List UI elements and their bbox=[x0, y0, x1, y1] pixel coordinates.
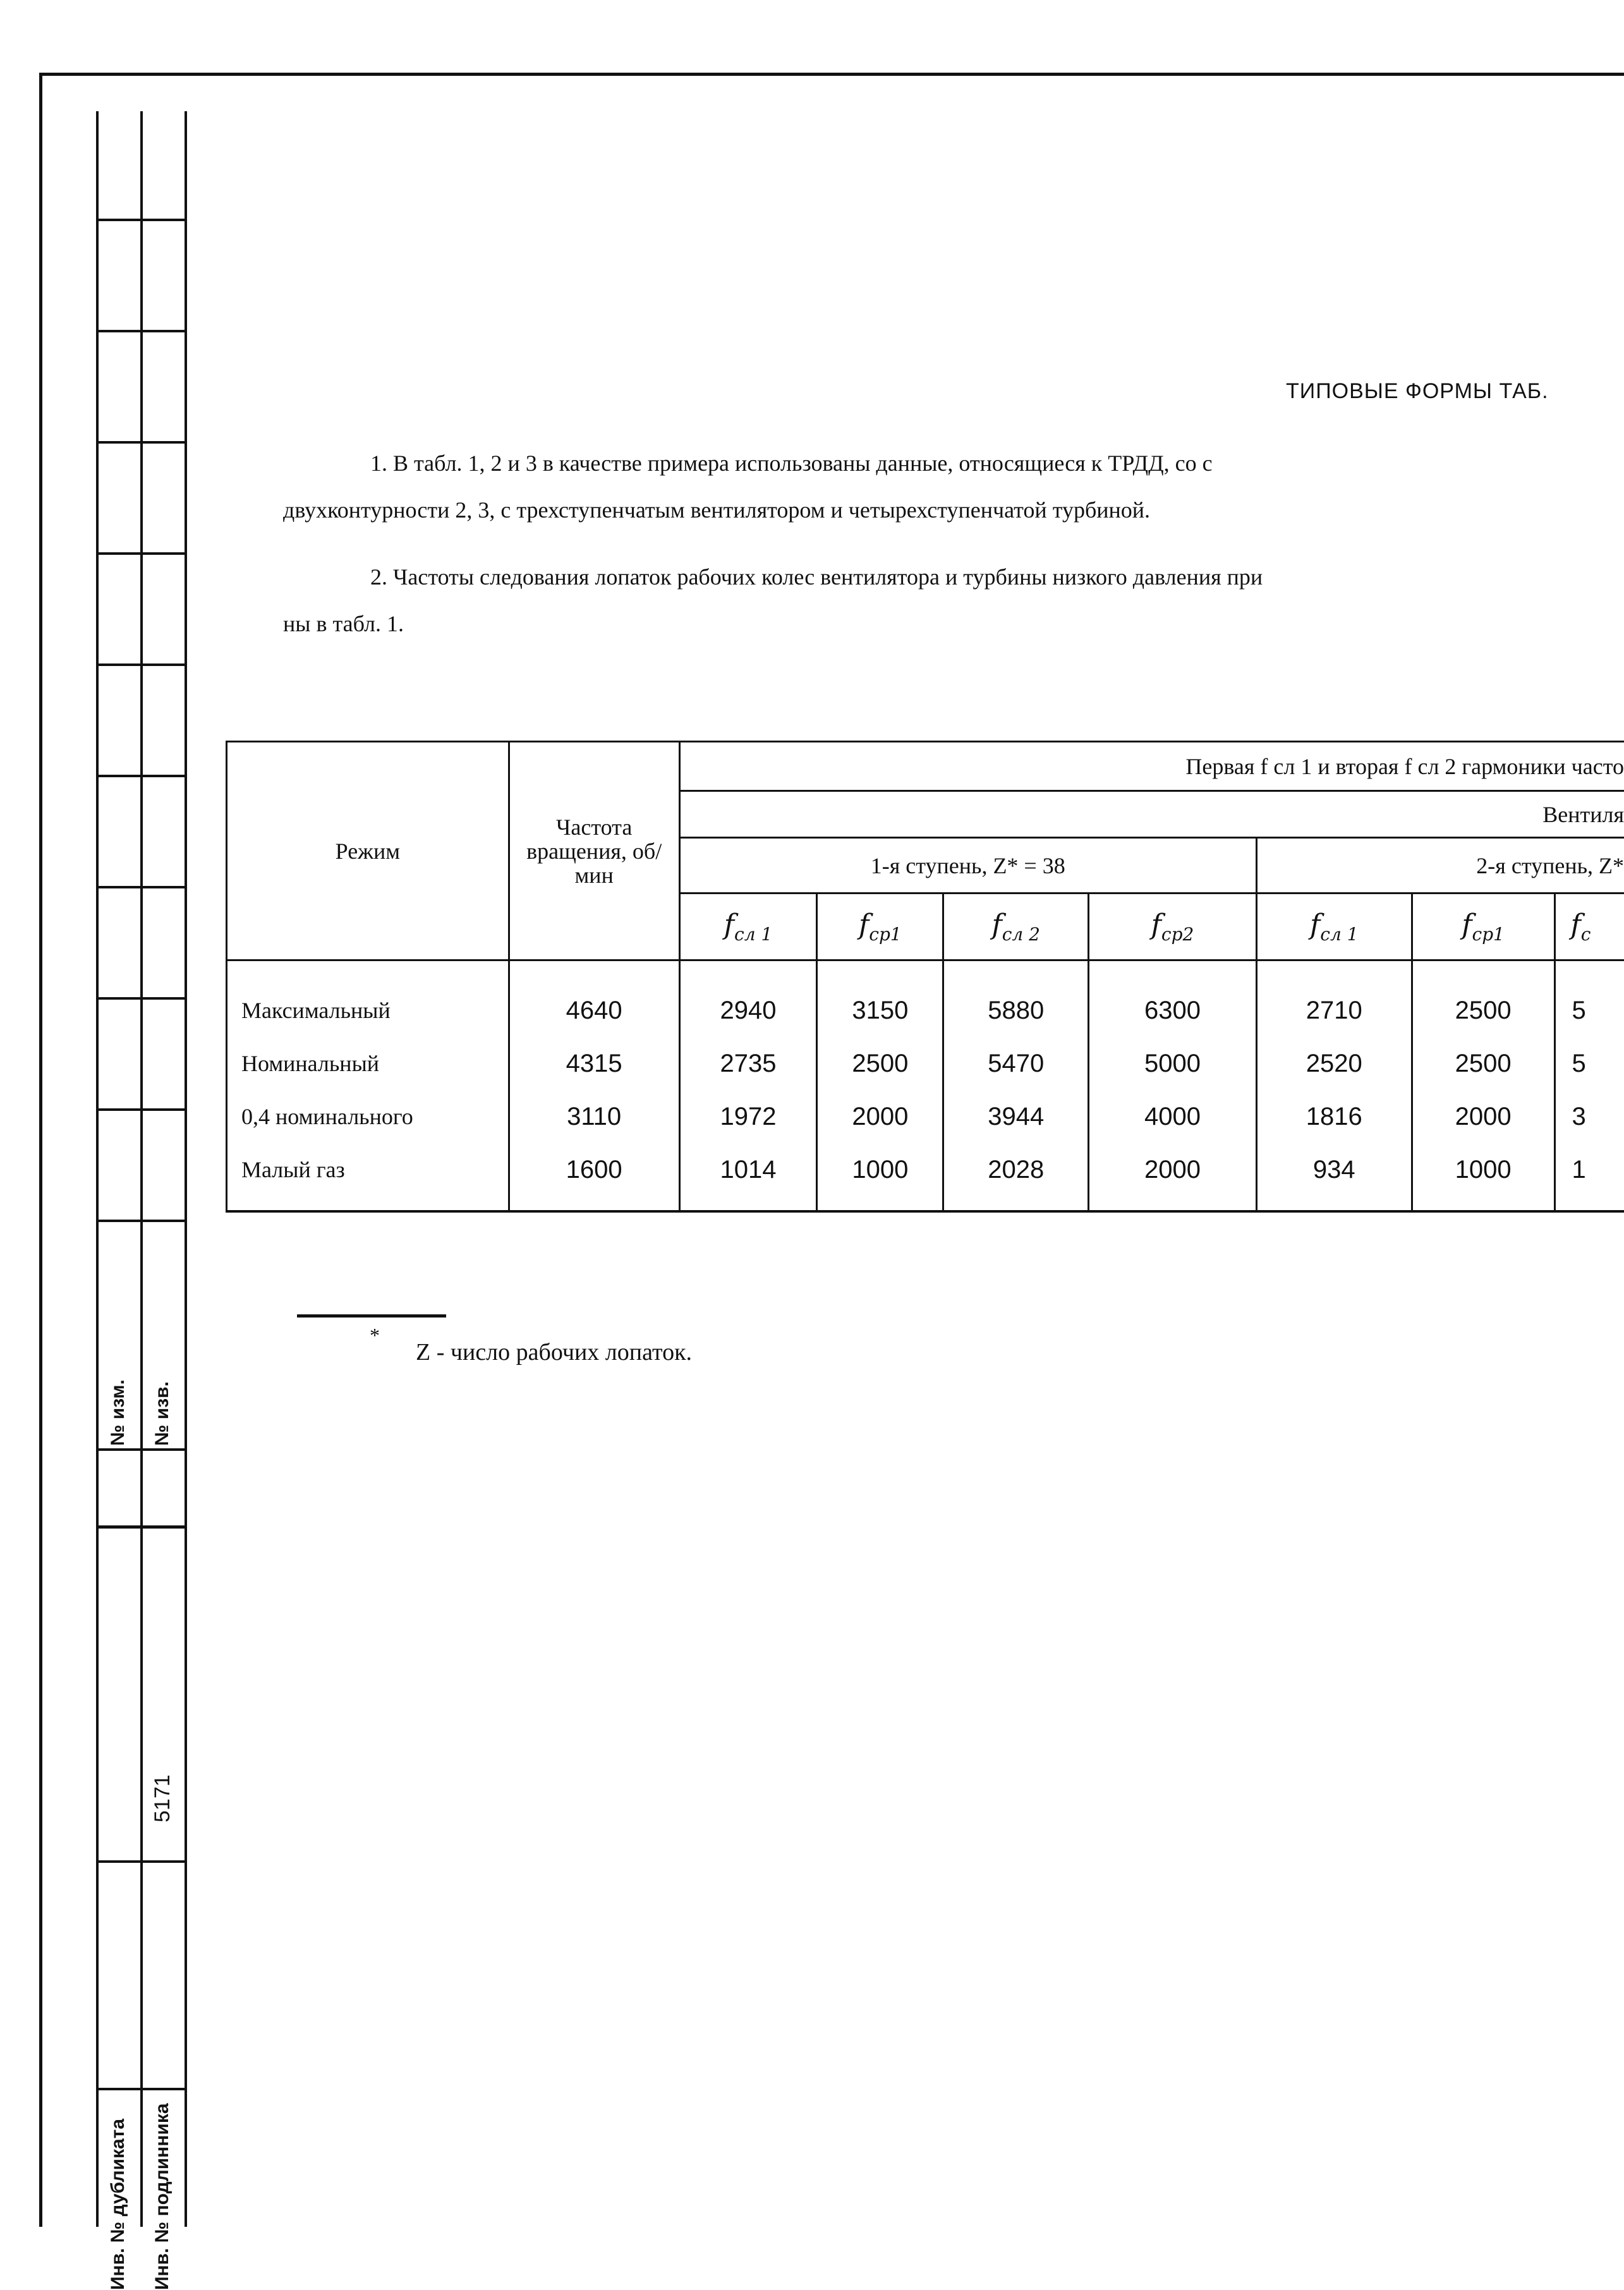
izm-label: № изм. bbox=[107, 1379, 129, 1446]
strip-line bbox=[185, 111, 187, 2227]
col-fsr1-stage2-header: $f_{ср1}$ bbox=[1412, 894, 1554, 960]
row-speed: 4640 bbox=[509, 960, 679, 1038]
row-value: 934 bbox=[1256, 1143, 1412, 1211]
row-value: 5880 bbox=[943, 960, 1089, 1038]
strip-cell-line bbox=[96, 1448, 187, 1451]
row-value: 2028 bbox=[943, 1143, 1089, 1211]
row-value: 2520 bbox=[1256, 1037, 1412, 1090]
col-fs-stage2-header: $f_с$ bbox=[1554, 894, 1624, 960]
row-mode: 0,4 номинального bbox=[227, 1090, 509, 1143]
row-value: 2000 bbox=[817, 1090, 943, 1143]
row-value: 1000 bbox=[1412, 1143, 1554, 1211]
izv-label: № изв. bbox=[152, 1381, 173, 1446]
row-value: 3 bbox=[1554, 1090, 1624, 1143]
frequency-table bbox=[226, 741, 1624, 1213]
paragraph-2 bbox=[283, 560, 1624, 641]
row-value: 5000 bbox=[1089, 1037, 1257, 1090]
row-value: 3944 bbox=[943, 1090, 1089, 1143]
strip-line bbox=[140, 111, 143, 2227]
table-header-row bbox=[227, 742, 1624, 791]
inv-original-label: Инв. № подлинника bbox=[152, 2103, 173, 2290]
row-value: 2500 bbox=[1412, 1037, 1554, 1090]
strip-cell-line bbox=[96, 2088, 187, 2090]
table-row bbox=[227, 1090, 1624, 1143]
row-value: 4000 bbox=[1089, 1090, 1257, 1143]
paragraph-2-line-1: 2. Частоты следования лопаток рабочих колес вентилятора и турбины низкого давления при bbox=[283, 560, 1624, 594]
row-speed: 1600 bbox=[509, 1143, 679, 1211]
col-fsl1-stage2-header: $f_{сл 1}$ bbox=[1256, 894, 1412, 960]
strip-cell-line bbox=[96, 330, 187, 332]
row-value: 2500 bbox=[817, 1037, 943, 1090]
row-value: 1 bbox=[1554, 1143, 1624, 1211]
frame-top-border bbox=[39, 73, 1624, 76]
row-mode: Максимальный bbox=[227, 960, 509, 1038]
row-value: 2735 bbox=[679, 1037, 817, 1090]
row-value: 2000 bbox=[1089, 1143, 1257, 1211]
paragraph-2-line-2: ны в табл. 1. bbox=[283, 607, 1624, 641]
strip-cell-line bbox=[96, 1860, 187, 1863]
strip-cell-line bbox=[96, 552, 187, 555]
strip-cell-line bbox=[96, 775, 187, 777]
row-value: 2500 bbox=[1412, 960, 1554, 1038]
row-value: 6300 bbox=[1089, 960, 1257, 1038]
row-value: 1816 bbox=[1256, 1090, 1412, 1143]
row-value: 5 bbox=[1554, 960, 1624, 1038]
strip-cell-line bbox=[96, 441, 187, 444]
strip-line bbox=[96, 111, 99, 2227]
row-speed: 3110 bbox=[509, 1090, 679, 1143]
table-row bbox=[227, 960, 1624, 1038]
inv-dublicate-label: Инв. № дубликата bbox=[107, 2119, 129, 2290]
row-value: 5470 bbox=[943, 1037, 1089, 1090]
strip-cell-line bbox=[96, 663, 187, 666]
row-value: 2940 bbox=[679, 960, 817, 1038]
row-value: 2000 bbox=[1412, 1090, 1554, 1143]
strip-cell-line bbox=[96, 219, 187, 221]
stage-1-header: 1-я ступень, Z* = 38 bbox=[679, 838, 1256, 894]
row-speed: 4315 bbox=[509, 1037, 679, 1090]
stage-2-header: 2-я ступень, Z* bbox=[1256, 838, 1624, 894]
row-value: 3150 bbox=[817, 960, 943, 1038]
col-fsl1-header: $f_{сл 1}$ bbox=[679, 894, 817, 960]
col-fsr1-header: $f_{ср1}$ bbox=[817, 894, 943, 960]
paragraph-1-line-2: двухконтурности 2, 3, с трехступенчатым вентилятором и четырехступенчатой турбиной. bbox=[283, 493, 1624, 527]
footnote-text: Z - число рабочих лопаток. bbox=[416, 1338, 692, 1366]
speed-header: Частота вращения, об/мин bbox=[509, 742, 679, 960]
strip-cell-line bbox=[96, 1108, 187, 1111]
table-row bbox=[227, 1143, 1624, 1211]
strip-cell-line bbox=[96, 997, 187, 1000]
frame-left-border bbox=[39, 73, 42, 2227]
side-stamp-strip bbox=[96, 111, 187, 2227]
footnote-rule bbox=[297, 1314, 446, 1318]
paragraph-1-line-1: 1. В табл. 1, 2 и 3 в качестве примера использованы данные, относящиеся к ТРДД, со с bbox=[283, 446, 1624, 480]
row-value: 1014 bbox=[679, 1143, 817, 1211]
stamp-number: 5171 bbox=[150, 1774, 175, 1822]
strip-cell-line bbox=[96, 1220, 187, 1222]
row-mode: Малый газ bbox=[227, 1143, 509, 1211]
col-fsr2-header: $f_{ср2}$ bbox=[1089, 894, 1257, 960]
paragraph-1 bbox=[283, 446, 1624, 527]
strip-cell-line bbox=[96, 886, 187, 888]
col-fsl2-header: $f_{сл 2}$ bbox=[943, 894, 1089, 960]
fan-header: Вентиля bbox=[679, 791, 1624, 838]
mode-header: Режим bbox=[227, 742, 509, 960]
row-value: 1000 bbox=[817, 1143, 943, 1211]
strip-cell-line bbox=[96, 1525, 187, 1529]
footnote-mark: * bbox=[370, 1324, 380, 1347]
page-heading: ТИПОВЫЕ ФОРМЫ ТАБ. bbox=[1286, 379, 1549, 404]
table-row bbox=[227, 1037, 1624, 1090]
row-value: 1972 bbox=[679, 1090, 817, 1143]
row-mode: Номинальный bbox=[227, 1037, 509, 1090]
row-value: 2710 bbox=[1256, 960, 1412, 1038]
harmonics-header: Первая f сл 1 и вторая f сл 2 гармоники часто bbox=[679, 742, 1624, 791]
row-value: 5 bbox=[1554, 1037, 1624, 1090]
